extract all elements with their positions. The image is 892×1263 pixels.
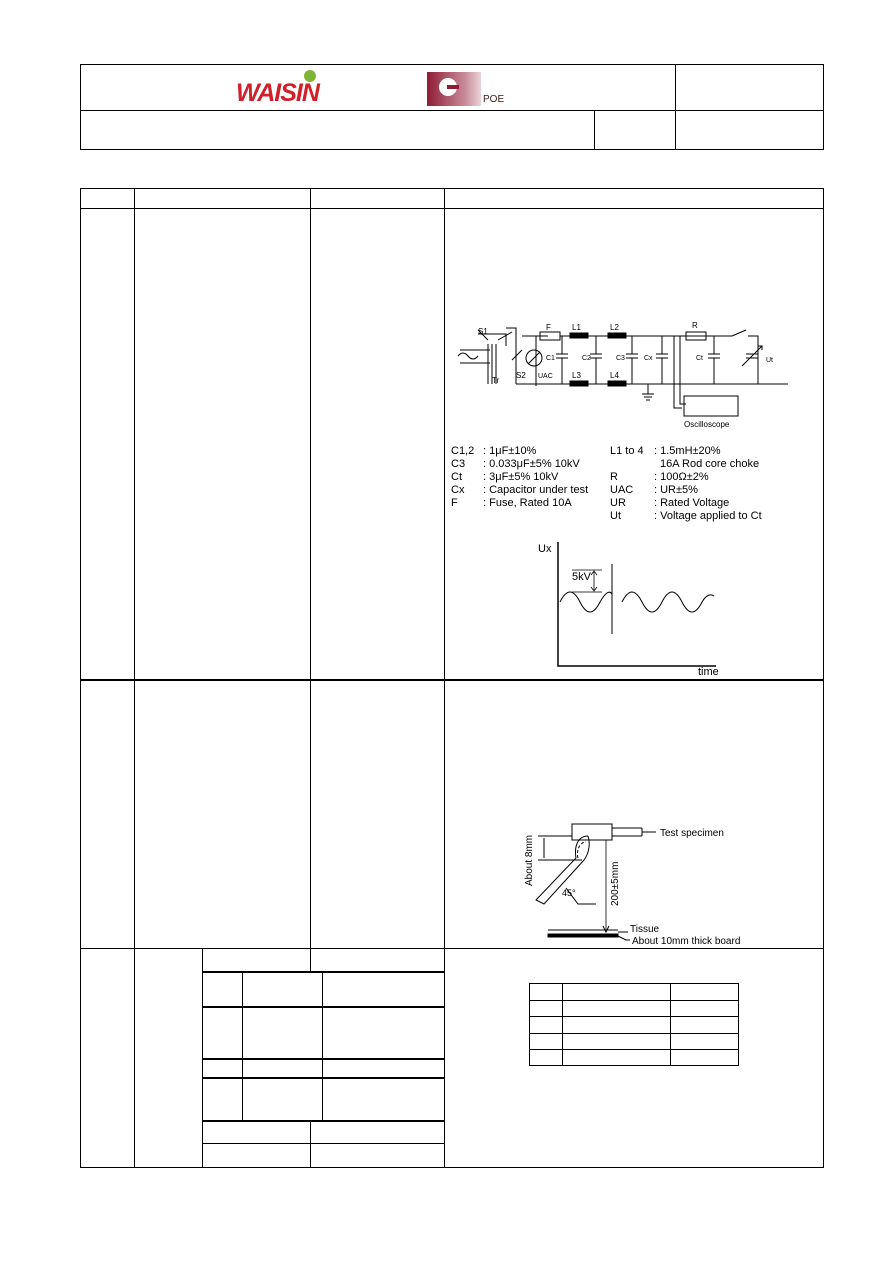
waveform-y-label: Ux: [538, 543, 552, 555]
small-table-row-4: [529, 1049, 739, 1050]
legend-row: Ut : Voltage applied to Ct: [610, 510, 762, 522]
circuit-label-uac: UAC: [538, 373, 553, 380]
flame-label-specimen: Test specimen: [660, 828, 724, 839]
header-vline-1: [675, 64, 676, 150]
legend-row: R : 100Ω±2%: [610, 471, 709, 483]
circuit-label-r: R: [692, 321, 698, 330]
nested-col-d: [242, 971, 243, 1121]
circuit-label-s2: S2: [516, 371, 526, 380]
nested-line-2: [202, 1006, 444, 1008]
header-vline-2: [594, 110, 595, 150]
circuit-label-ut: Ut: [766, 357, 773, 364]
circuit-label-l3: L3: [572, 371, 581, 380]
waisin-logo-text: WAISIN: [236, 79, 319, 107]
waveform-annotation: 5kV: [572, 571, 591, 583]
legend-left: [451, 445, 588, 510]
circuit-label-c3: C3: [616, 355, 625, 362]
legend-row: C1,2 : 1μF±10%: [451, 445, 537, 457]
waveform-diagram: [530, 536, 730, 678]
nested-col-e: [322, 971, 323, 1121]
nested-line-3: [202, 1058, 444, 1060]
legend-row: Cx : Capacitor under test: [451, 484, 589, 496]
nested-line-5: [202, 1120, 444, 1122]
nested-line-6: [202, 1143, 444, 1144]
nested-line-4: [202, 1077, 444, 1079]
circuit-label-l1: L1: [572, 323, 581, 332]
table-header-line: [80, 208, 824, 209]
waisin-logo: [236, 70, 320, 106]
nested-line-1: [202, 971, 444, 973]
circuit-label-l4: L4: [610, 371, 619, 380]
circuit-label-cx: Cx: [644, 355, 653, 362]
flame-label-distance: 200±5mm: [610, 861, 621, 906]
legend-row: C3 : 0.033μF±5% 10kV: [451, 458, 580, 470]
small-table-row-2: [529, 1016, 739, 1017]
small-table: [529, 983, 739, 1066]
row-divider-2: [80, 948, 824, 949]
legend-row: UAC : UR±5%: [610, 484, 698, 496]
circuit-label-oscilloscope: Oscilloscope: [684, 420, 730, 429]
legend-row: 16A Rod core choke: [660, 458, 760, 470]
poe-logo-text: POE: [483, 94, 505, 105]
small-table-row-3: [529, 1033, 739, 1034]
small-table-row-1: [529, 1000, 739, 1001]
flame-label-board: About 10mm thick board: [632, 936, 741, 947]
flame-label-tissue: Tissue: [630, 924, 660, 935]
header-divider: [80, 110, 824, 111]
circuit-label-f: F: [546, 323, 551, 332]
col-line-3: [444, 188, 445, 1168]
legend-right: [610, 445, 762, 523]
circuit-label-s1: S1: [478, 327, 488, 336]
row-divider-1: [80, 679, 824, 681]
nested-col-c: [310, 1121, 311, 1168]
nested-col-b: [310, 948, 311, 972]
col-line-1: [134, 188, 135, 1168]
poe-logo: [427, 72, 517, 108]
col-line-2: [310, 188, 311, 948]
waveform-x-label: time: [698, 666, 719, 678]
legend-row: L1 to 4 : 1.5mH±20%: [610, 445, 721, 457]
small-table-col-1: [562, 983, 563, 1066]
circuit-diagram: [450, 318, 790, 433]
circuit-label-c2: C2: [582, 355, 591, 362]
flame-label-about8: About 8mm: [524, 834, 535, 886]
flame-test-diagram: [518, 818, 768, 948]
legend-row: F : Fuse, Rated 10A: [451, 497, 572, 509]
legend-row: UR : Rated Voltage: [610, 497, 730, 509]
small-table-col-2: [670, 983, 671, 1066]
legend-row: Ct : 3μF±5% 10kV: [451, 471, 559, 483]
circuit-label-l2: L2: [610, 323, 619, 332]
flame-label-angle: 45°: [562, 888, 576, 898]
circuit-label-ct: Ct: [696, 355, 703, 362]
circuit-label-tr: Tr: [492, 376, 500, 385]
poe-logo-circle-cut: [447, 85, 459, 89]
circuit-label-c1: C1: [546, 355, 555, 362]
